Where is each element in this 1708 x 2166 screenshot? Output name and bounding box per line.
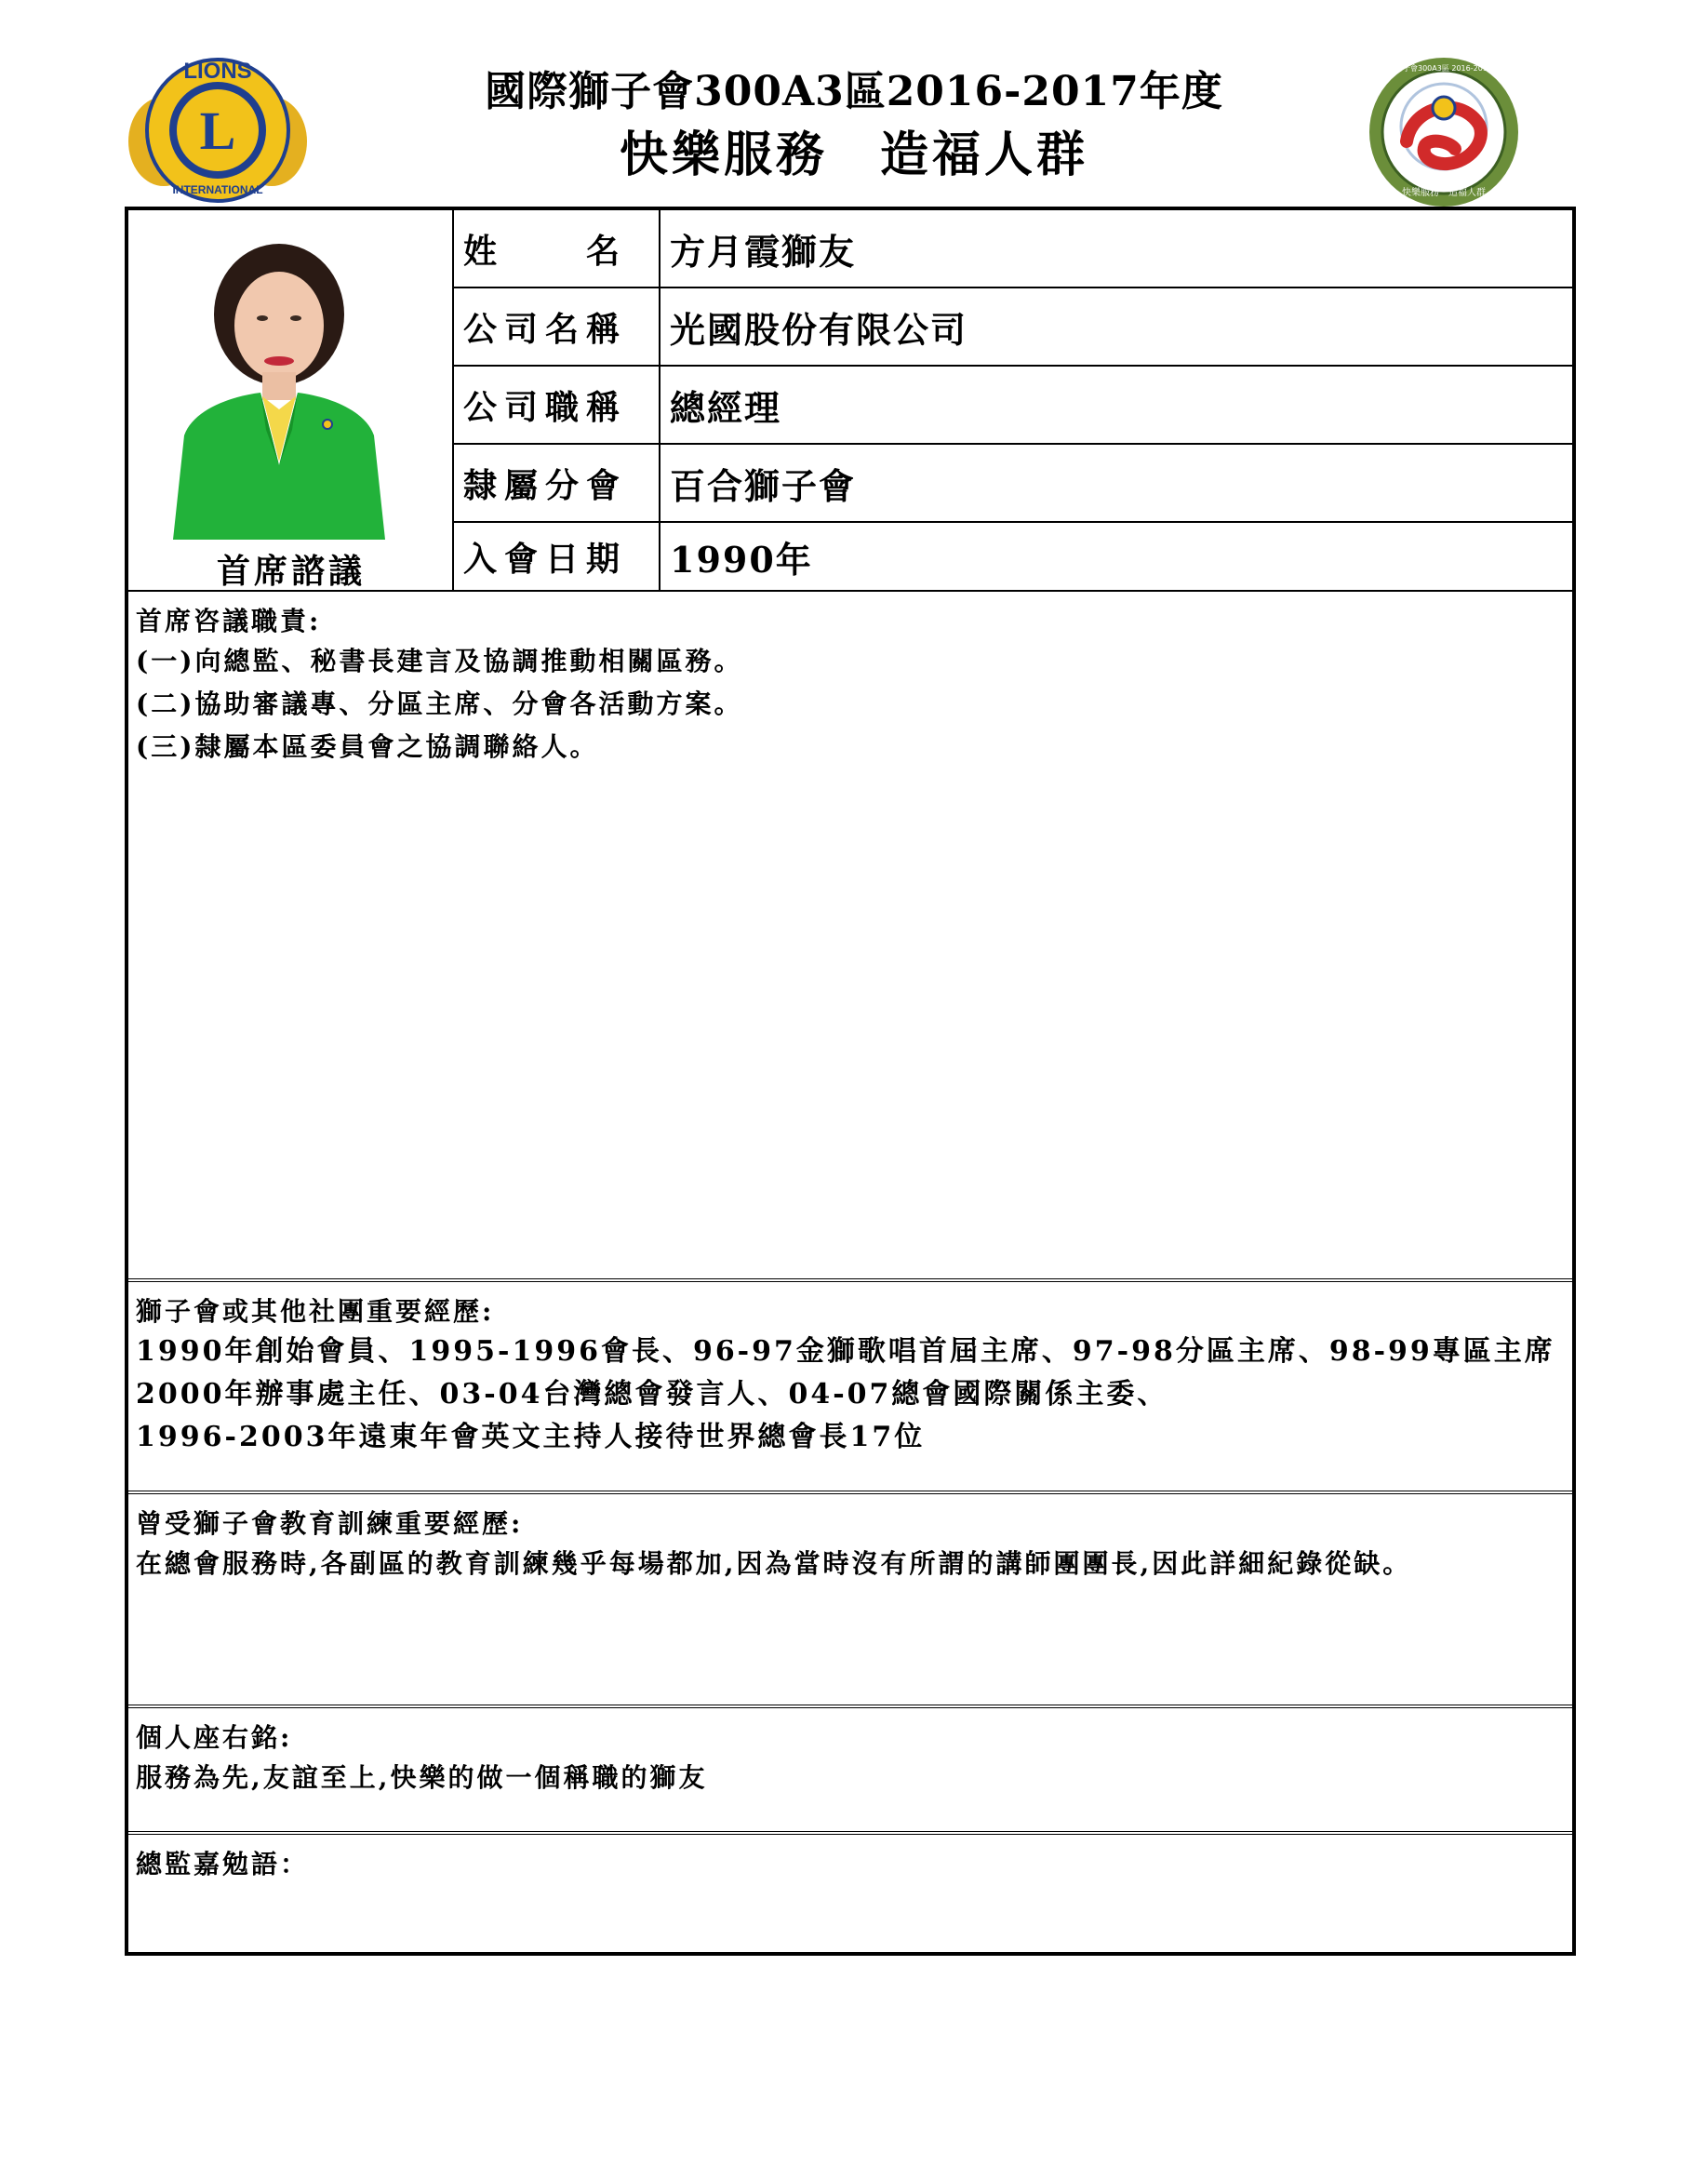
info-row-join-date bbox=[454, 523, 1572, 590]
section-body bbox=[136, 1543, 1411, 1585]
section-body bbox=[136, 1757, 708, 1799]
section-training bbox=[128, 1491, 1572, 1705]
section-line: 服務為先,友誼至上,快樂的做一個稱職的獅友 bbox=[136, 1762, 708, 1793]
profile-top-block bbox=[128, 210, 1572, 590]
section-title: 獅子會或其他社團重要經歷: bbox=[136, 1296, 495, 1327]
section-title: 總監嘉勉語： bbox=[136, 1849, 310, 1879]
section-line: (二)協助審議專、分區主席、分會各活動方案。 bbox=[136, 689, 743, 719]
photo-cell bbox=[128, 210, 454, 590]
logo-top-text: LIONS bbox=[183, 59, 252, 84]
district-emblem-icon bbox=[1358, 52, 1529, 210]
info-row-name bbox=[454, 210, 1572, 288]
section-line: 2000年辦事處主任、03-04台灣總會發言人、04-07總會國際關係主委、 bbox=[136, 1378, 1168, 1411]
info-value: 1990年 bbox=[670, 538, 813, 581]
info-value: 方月霞獅友 bbox=[670, 230, 857, 273]
section-experience bbox=[128, 1278, 1572, 1491]
info-value: 總經理 bbox=[670, 386, 782, 429]
info-label: 姓 名 bbox=[454, 210, 661, 287]
section-governor bbox=[128, 1831, 1572, 1952]
section-title: 首席咨議職責: bbox=[136, 606, 322, 636]
info-row-title bbox=[454, 367, 1572, 445]
info-label: 公司職稱 bbox=[454, 367, 661, 443]
info-label: 入會日期 bbox=[454, 523, 661, 590]
logo-letter: L bbox=[199, 100, 236, 161]
profile-form bbox=[125, 207, 1576, 1956]
info-label: 隸屬分會 bbox=[454, 445, 661, 521]
section-motto bbox=[128, 1705, 1572, 1831]
info-value: 光國股份有限公司 bbox=[670, 308, 968, 351]
page-header bbox=[0, 0, 1708, 205]
emblem-top-text: 國際獅子會300A3區 2016-2017年度 bbox=[1381, 64, 1507, 73]
section-line: 1990年創始會員、1995-1996會長、96-97金獅歌唱首屆主席、97-98分區主席、98-99專區主席 bbox=[136, 1335, 1555, 1368]
section-body bbox=[136, 1330, 1555, 1459]
info-row-company bbox=[454, 288, 1572, 367]
section-duties bbox=[128, 590, 1572, 1278]
member-photo bbox=[156, 233, 402, 540]
section-line: (一)向總監、秘書長建言及協調推動相關區務。 bbox=[136, 646, 743, 676]
logo-bottom-text: INTERNATIONAL bbox=[172, 183, 263, 196]
info-row-club bbox=[454, 445, 1572, 523]
section-body bbox=[136, 640, 743, 769]
section-line: 在總會服務時,各副區的教育訓練幾乎每場都加,因為當時沒有所謂的講師團團長,因此詳細紀錄從缺。 bbox=[136, 1548, 1412, 1579]
emblem-bottom-text: 快樂服務 造福人群 bbox=[1402, 188, 1486, 198]
info-value: 百合獅子會 bbox=[670, 464, 857, 507]
section-line: 1996-2003年遠東年會英文主持人接待世界總會長17位 bbox=[136, 1421, 926, 1453]
photo-caption: 首席諮議 bbox=[216, 552, 366, 591]
title-line-2: 快樂服務 造福人群 bbox=[619, 127, 1088, 183]
section-line: (三)隸屬本區委員會之協調聯絡人。 bbox=[136, 731, 599, 762]
section-title: 曾受獅子會教育訓練重要經歷: bbox=[136, 1508, 524, 1539]
section-title: 個人座右銘: bbox=[136, 1722, 293, 1753]
title-line-1: 國際獅子會300A3區2016-2017年度 bbox=[485, 68, 1223, 115]
info-label: 公司名稱 bbox=[454, 288, 661, 365]
